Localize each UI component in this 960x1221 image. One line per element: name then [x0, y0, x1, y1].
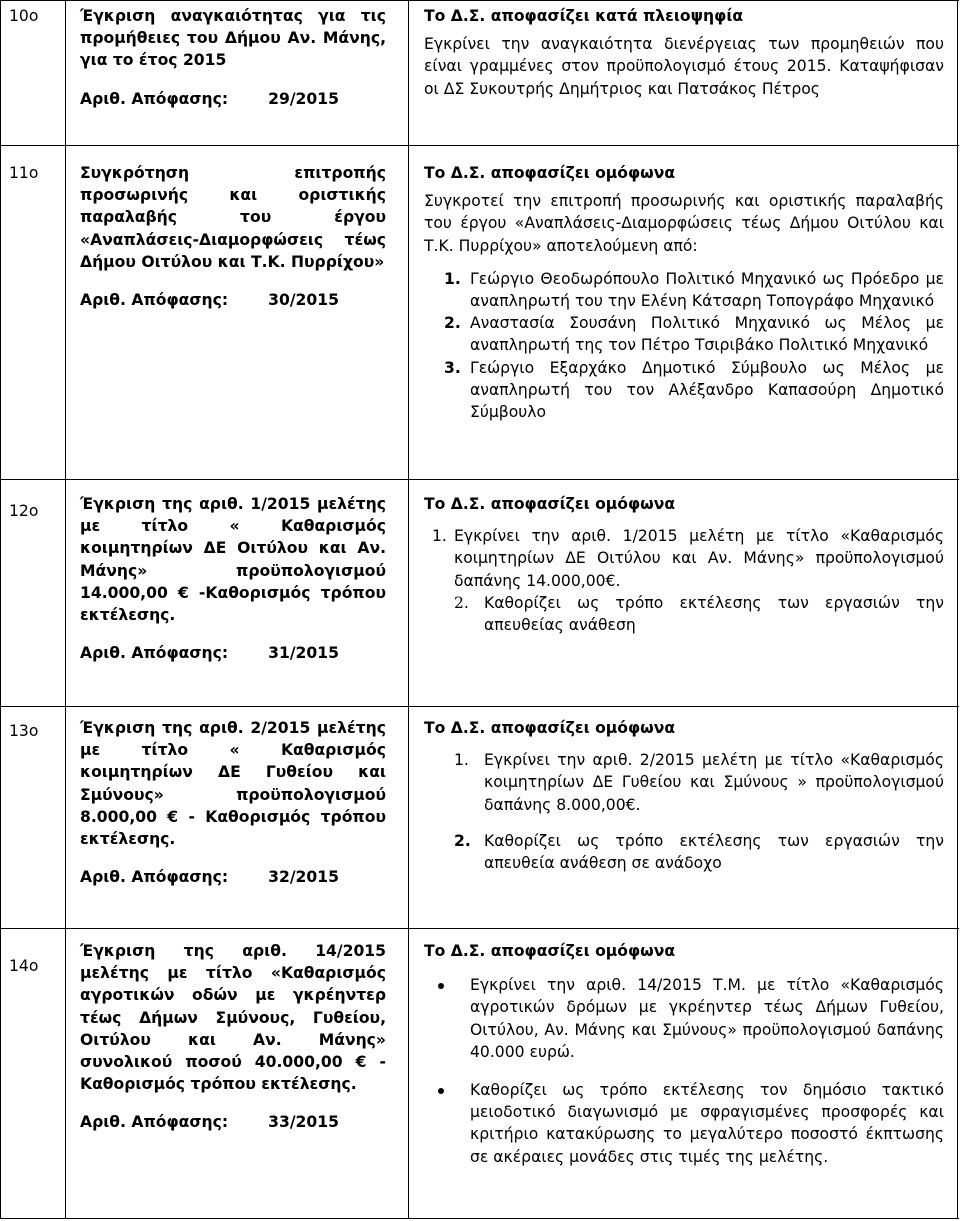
decision-text: [424, 717, 944, 874]
row-number: 12ο: [9, 502, 39, 520]
decision-label: Αριθ. Απόφασης:: [80, 89, 229, 108]
row-number: 10ο: [9, 7, 39, 25]
bullet-item: [424, 974, 944, 1063]
list-item-text: Γεώργιο Θεοδωρόπουλο Πολιτικό Μηχανικό ως Πρόεδρο με αναπληρωτή του την Ελένη Κάτσαρη Τοπογράφο Μηχανικό: [470, 269, 944, 311]
decision-body: Συγκροτεί την επιτροπή προσωρινής και οριστικής παραλαβής του έργου «Αναπλάσεις-Διαμορφώσεις τέως Δήμου Οιτύλου και Τ.Κ. Πυρρίχου» αποτελούμενη από:: [424, 192, 944, 255]
agenda-subject: [80, 5, 386, 110]
list-marker: 1.: [454, 751, 469, 770]
decision-heading: [424, 5, 944, 27]
list-item: [424, 268, 944, 312]
heading-prefix: Το: [424, 164, 451, 182]
heading-rest: αποφασίζει ομόφωνα: [485, 719, 676, 737]
list-item: [424, 525, 944, 592]
list-item-text: Αναστασία Σουσάνη Πολιτικό Μηχανικό ως Μέλος με αναπληρωτή της τον Πέτρο Τσιριβάκο Πολιτικό Μηχανικό: [470, 314, 944, 355]
list-item: [424, 357, 944, 424]
decision-heading: [424, 717, 944, 739]
decision-label: Αριθ. Απόφασης:: [80, 644, 229, 663]
decision-label: Αριθ. Απόφασης:: [80, 291, 229, 310]
decision-heading: [424, 940, 944, 962]
row-border: [0, 479, 959, 480]
decision-number: [80, 866, 386, 888]
subject-text: Έγκριση της αριθ. 1/2015 μελέτης με τίτλο « Καθαρισμός κοιμητηρίων ΔΕ Οιτύλου και Αν. Μάνης» προϋπολογισμού 14.000,00 € -Καθορισμός τρόπου εκτέλεσης.: [80, 495, 386, 625]
subject-text: Έγκριση της αριθ. 2/2015 μελέτης με τίτλο « Καθαρισμός κοιμητηρίων ΔΕ Γυθείου και Σμύνους» προϋπολογισμού 8.000,00 € - Καθορισμός τρόπου εκτέλεσης.: [80, 719, 386, 849]
list-marker: 2.: [454, 831, 471, 850]
decision-number: [80, 289, 386, 311]
bullet-item: [424, 1079, 944, 1168]
decision-value: 33/2015: [268, 1113, 339, 1132]
list-item-text: Εγκρίνει την αριθ. 2/2015 μελέτη με τίτλο «Καθαρισμός κοιμητηρίων ΔΕ Γυθείου και Σμύνους » προϋπολογισμού δαπάνης 8.000,00€.: [484, 751, 944, 814]
list-item-text: Εγκρίνει την αριθ. 1/2015 μελέτη με τίτλο «Καθαρισμός κοιμητηρίων ΔΕ Οιτύλου και Αν. Μάνης» προϋπολογισμού δαπάνης 14.000,00€.: [454, 527, 944, 590]
row-border: [0, 1218, 959, 1219]
list-marker: 2.: [444, 314, 461, 333]
decision-text: [424, 493, 944, 636]
decision-value: 31/2015: [268, 644, 339, 663]
heading-prefix: Το: [424, 719, 451, 737]
subject-text: Έγκριση αναγκαιότητας για τις προμήθειες του Δήμου Αν. Μάνης, για το έτος 2015: [80, 7, 386, 70]
list-item-text: Καθορίζει ως τρόπο εκτέλεσης των εργασιών την απευθεία ανάθεση σε ανάδοχο: [484, 831, 944, 873]
heading-ds: Δ.Σ.: [450, 942, 486, 960]
decision-text: [424, 162, 944, 423]
row-number: 11ο: [9, 164, 39, 182]
heading-ds: Δ.Σ.: [450, 164, 486, 182]
list-item-text: Γεώργιο Εξαρχάκο Δημοτικό Σύμβουλο ως Μέλος με αναπληρωτή του τον Αλέξανδρο Καπασούρη Δημοτικό Σύμβουλο: [470, 358, 944, 422]
decision-number: [80, 1111, 386, 1133]
agenda-subject: [80, 940, 386, 1134]
heading-prefix: Το: [424, 495, 451, 513]
decision-heading: [424, 493, 944, 515]
bullet-icon: [438, 983, 444, 989]
subject-text: Έγκριση της αριθ. 14/2015 μελέτης με τίτλο «Καθαρισμός αγροτικών οδών με γκρέηντερ τέως Δήμων Σμύνους, Γυθείου, Οιτύλου και Αν. Μάνης» συνολικού ποσού 40.000,00 € - Καθορισμός τρόπου εκτέλεσης.: [80, 942, 386, 1094]
row-border: [0, 928, 959, 929]
heading-rest: αποφασίζει κατά πλειοψηφία: [485, 7, 744, 25]
heading-ds: Δ.Σ.: [450, 719, 486, 737]
list-marker: 3.: [444, 358, 461, 377]
row-number: 13ο: [9, 722, 39, 740]
decision-value: 32/2015: [268, 868, 339, 887]
decision-bullets: [424, 974, 944, 1168]
bullet-text: Εγκρίνει την αριθ. 14/2015 Τ.Μ. με τίτλο «Καθαρισμός αγροτικών δρόμων με γκρέηντερ τέως Δήμων Γυθείου, Οιτύλου, Αν. Μάνης και Σμύνους» προϋπολογισμού δαπάνης 40.000 ευρώ.: [470, 976, 944, 1061]
row-border: [0, 0, 959, 1]
decision-list: [424, 749, 944, 874]
agenda-subject: [80, 717, 386, 888]
list-item: [424, 749, 944, 816]
decision-heading: [424, 162, 944, 184]
list-marker: 1.: [432, 527, 447, 546]
bullet-text: Καθορίζει ως τρόπο εκτέλεσης τον δημόσιο τακτικό μειοδοτικό διαγωνισμό με σφραγισμένες προσφορές και κριτήριο κατακύρωσης το μεγαλύτερο ποσοστό έκπτωσης σε ακέραιες μονάδες στις τιμές της μελέτης.: [470, 1081, 944, 1166]
column-divider-1: [65, 0, 66, 1219]
heading-ds: Δ.Σ.: [450, 495, 486, 513]
heading-ds: Δ.Σ.: [450, 7, 486, 25]
agenda-subject: [80, 162, 386, 311]
decision-body: Εγκρίνει την αναγκαιότητα διενέργειας των προμηθειών που είναι γραμμένες στον προϋπολογισμό έτους 2015. Καταψήφισαν οι ΔΣ Συκουτρής Δημήτριος και Πατσάκος Πέτρος: [424, 35, 944, 98]
heading-rest: αποφασίζει ομόφωνα: [485, 164, 676, 182]
row-border: [0, 145, 959, 146]
table-border-right: [957, 0, 958, 1219]
list-item: [424, 830, 944, 874]
decision-label: Αριθ. Απόφασης:: [80, 868, 229, 887]
member-list: [424, 268, 944, 423]
list-item: [424, 592, 944, 636]
heading-rest: αποφασίζει ομόφωνα: [485, 495, 676, 513]
heading-prefix: Το: [424, 7, 451, 25]
column-divider-2: [408, 0, 409, 1219]
decision-number: [80, 88, 386, 110]
list-marker: 2.: [454, 593, 469, 612]
list-marker: 1.: [444, 269, 461, 288]
subject-text: Συγκρότηση επιτροπής προσωρινής και οριστικής παραλαβής του έργου «Αναπλάσεις-Διαμορφώσεις τέως Δήμου Οιτύλου και Τ.Κ. Πυρρίχου»: [80, 164, 386, 271]
table-border-left: [0, 0, 1, 1219]
decision-number: [80, 642, 386, 664]
decision-label: Αριθ. Απόφασης:: [80, 1113, 229, 1132]
row-border: [0, 706, 959, 707]
heading-rest: αποφασίζει ομόφωνα: [485, 942, 676, 960]
list-item: [424, 312, 944, 356]
decision-list: [424, 525, 944, 636]
decision-value: 30/2015: [268, 291, 339, 310]
list-item-text: Καθορίζει ως τρόπο εκτέλεσης των εργασιών την απευθείας ανάθεση: [484, 593, 944, 635]
agenda-subject: [80, 493, 386, 664]
row-number: 14ο: [9, 957, 39, 975]
heading-prefix: Το: [424, 942, 451, 960]
decision-text: [424, 5, 944, 100]
decision-text: [424, 940, 944, 1168]
bullet-icon: [438, 1088, 444, 1094]
decision-value: 29/2015: [268, 89, 339, 108]
